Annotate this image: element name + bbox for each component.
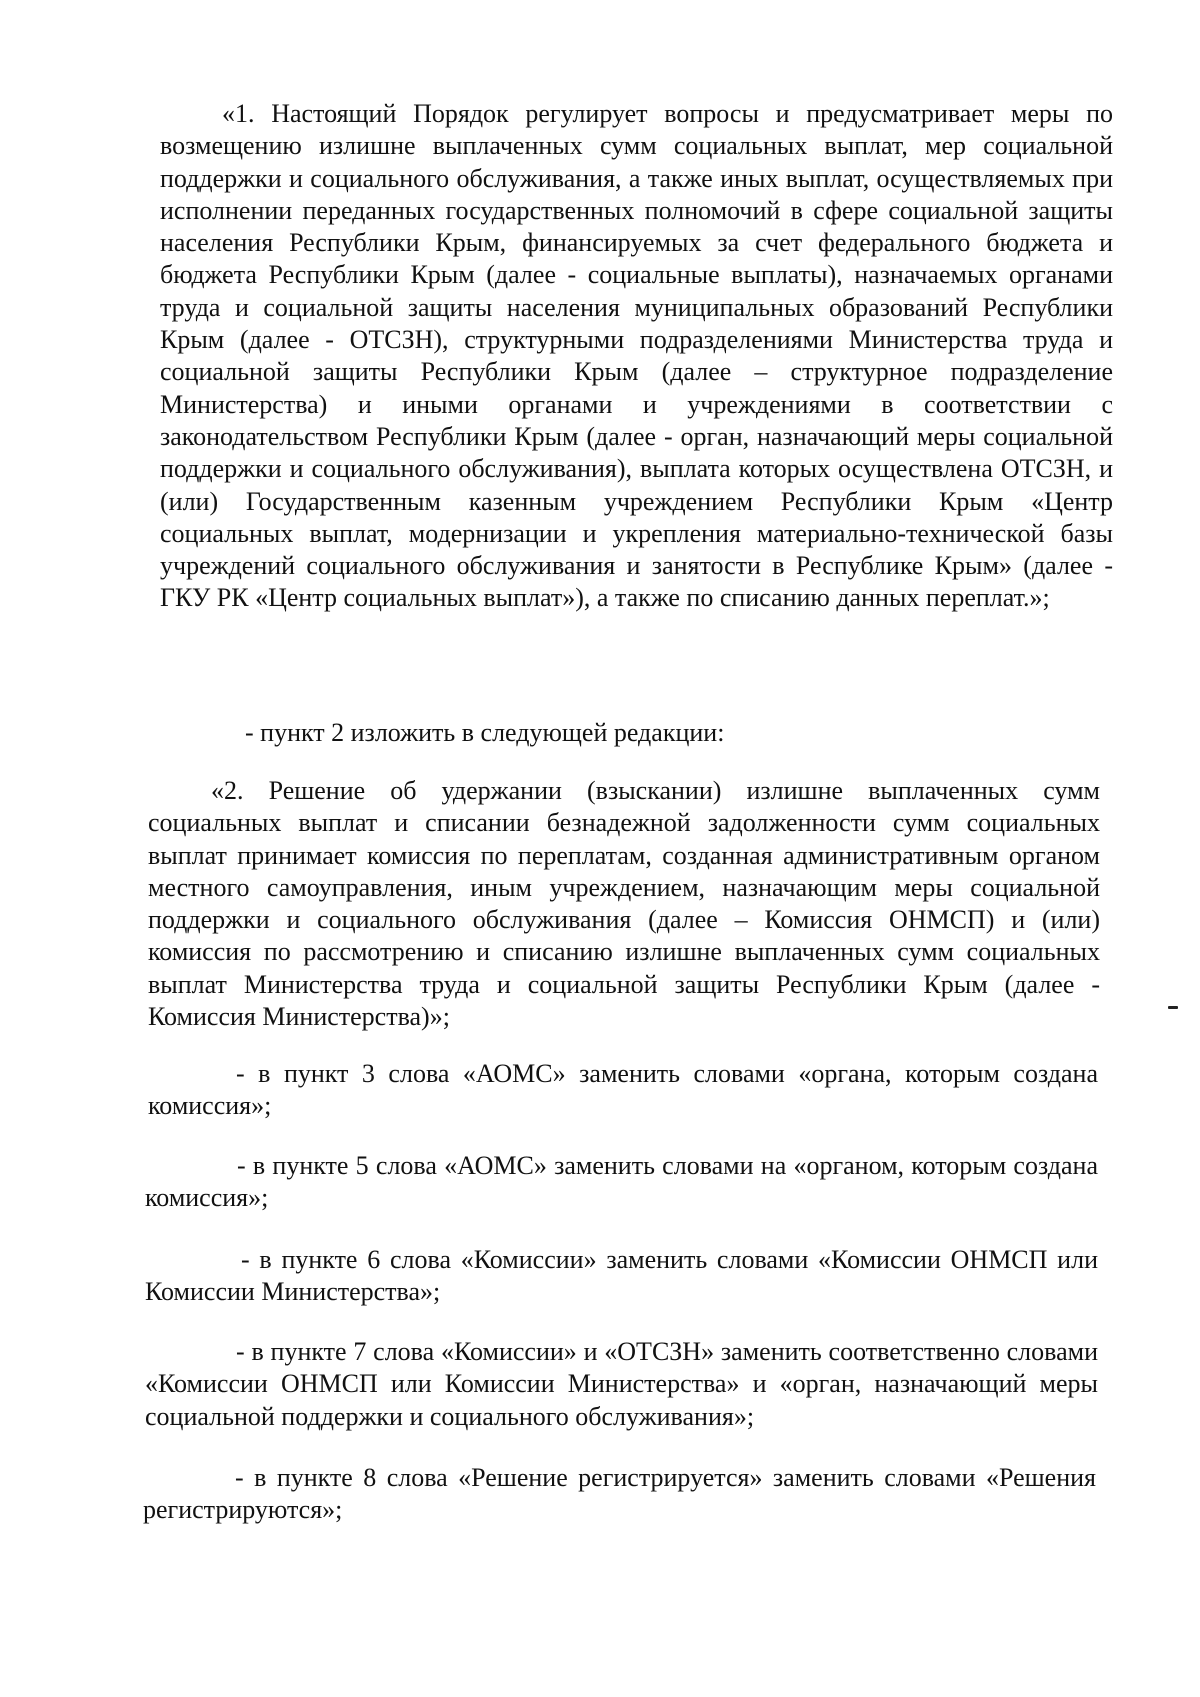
paragraph-clause-1: «1. Настоящий Порядок регулирует вопросы и предусматривает меры по возмещению излишне выплаченных сумм социальных выплат, мер социальной поддержки и социального обслуживания, а также иных выплат, осуществляемых при исполнении переданных государственных полномочий в сфере социальной защиты населения Республики Крым, финансируемых за счет федерального бюджета и бюджета Республики Крым (далее - социальные выплаты), назначаемых органами труда и социальной защиты населения муниципальных образований Республики Крым (далее - ОТСЗН), структурными подразделениями Министерства труда и социальной защиты Республики Крым (далее – структурное подразделение Министерства) и иными органами и учреждениями в соответствии с законодательством Республики Крым (далее - орган, назначающий меры социальной поддержки и социального обслуживания), выплата которых осуществлена ОТСЗН, и (или) Государственным казенным учреждением Республики Крым «Центр социальных выплат, модернизации и укрепления материально-технической базы учреждений социального обслуживания и занятости в Республике Крым» (далее - ГКУ РК «Центр социальных выплат»), а также по списанию данных переплат.»; <box>160 99 1113 613</box>
paragraph-clause-2: «2. Решение об удержании (взыскании) излишне выплаченных сумм социальных выплат и списании безнадежной задолженности сумм социальных выплат принимает комиссия по переплатам, созданная административным органом местного самоуправления, иным учреждением, назначающим меры социальной поддержки и социального обслуживания (далее – Комиссия ОНМСП) и (или) комиссия по рассмотрению и списанию излишне выплаченных сумм социальных выплат Министерства труда и социальной защиты Республики Крым (далее - Комиссия Министерства)»; <box>148 776 1100 1032</box>
paragraph-item-6: - в пункте 6 слова «Комиссии» заменить словами «Комиссии ОНМСП или Комиссии Министерства»; <box>145 1245 1098 1307</box>
paragraph-item-7: - в пункте 7 слова «Комиссии» и «ОТСЗН» заменить соответственно словами «Комиссии ОНМСП или Комиссии Министерства» и «орган, назначающий меры социальной поддержки и социального обслуживания»; <box>145 1337 1098 1431</box>
paragraph-item-8: - в пункте 8 слова «Решение регистрируется» заменить словами «Решения регистрируются»; <box>143 1463 1096 1525</box>
paragraph-item-2-heading: - пункт 2 изложить в следующей редакции: <box>245 718 725 747</box>
paragraph-item-3: - в пункт 3 слова «АОМС» заменить словами «органа, которым создана комиссия»; <box>148 1059 1098 1121</box>
paragraph-item-5: - в пункте 5 слова «АОМС» заменить словами на «органом, которым создана комиссия»; <box>145 1151 1098 1213</box>
scan-speck <box>1168 1006 1178 1009</box>
